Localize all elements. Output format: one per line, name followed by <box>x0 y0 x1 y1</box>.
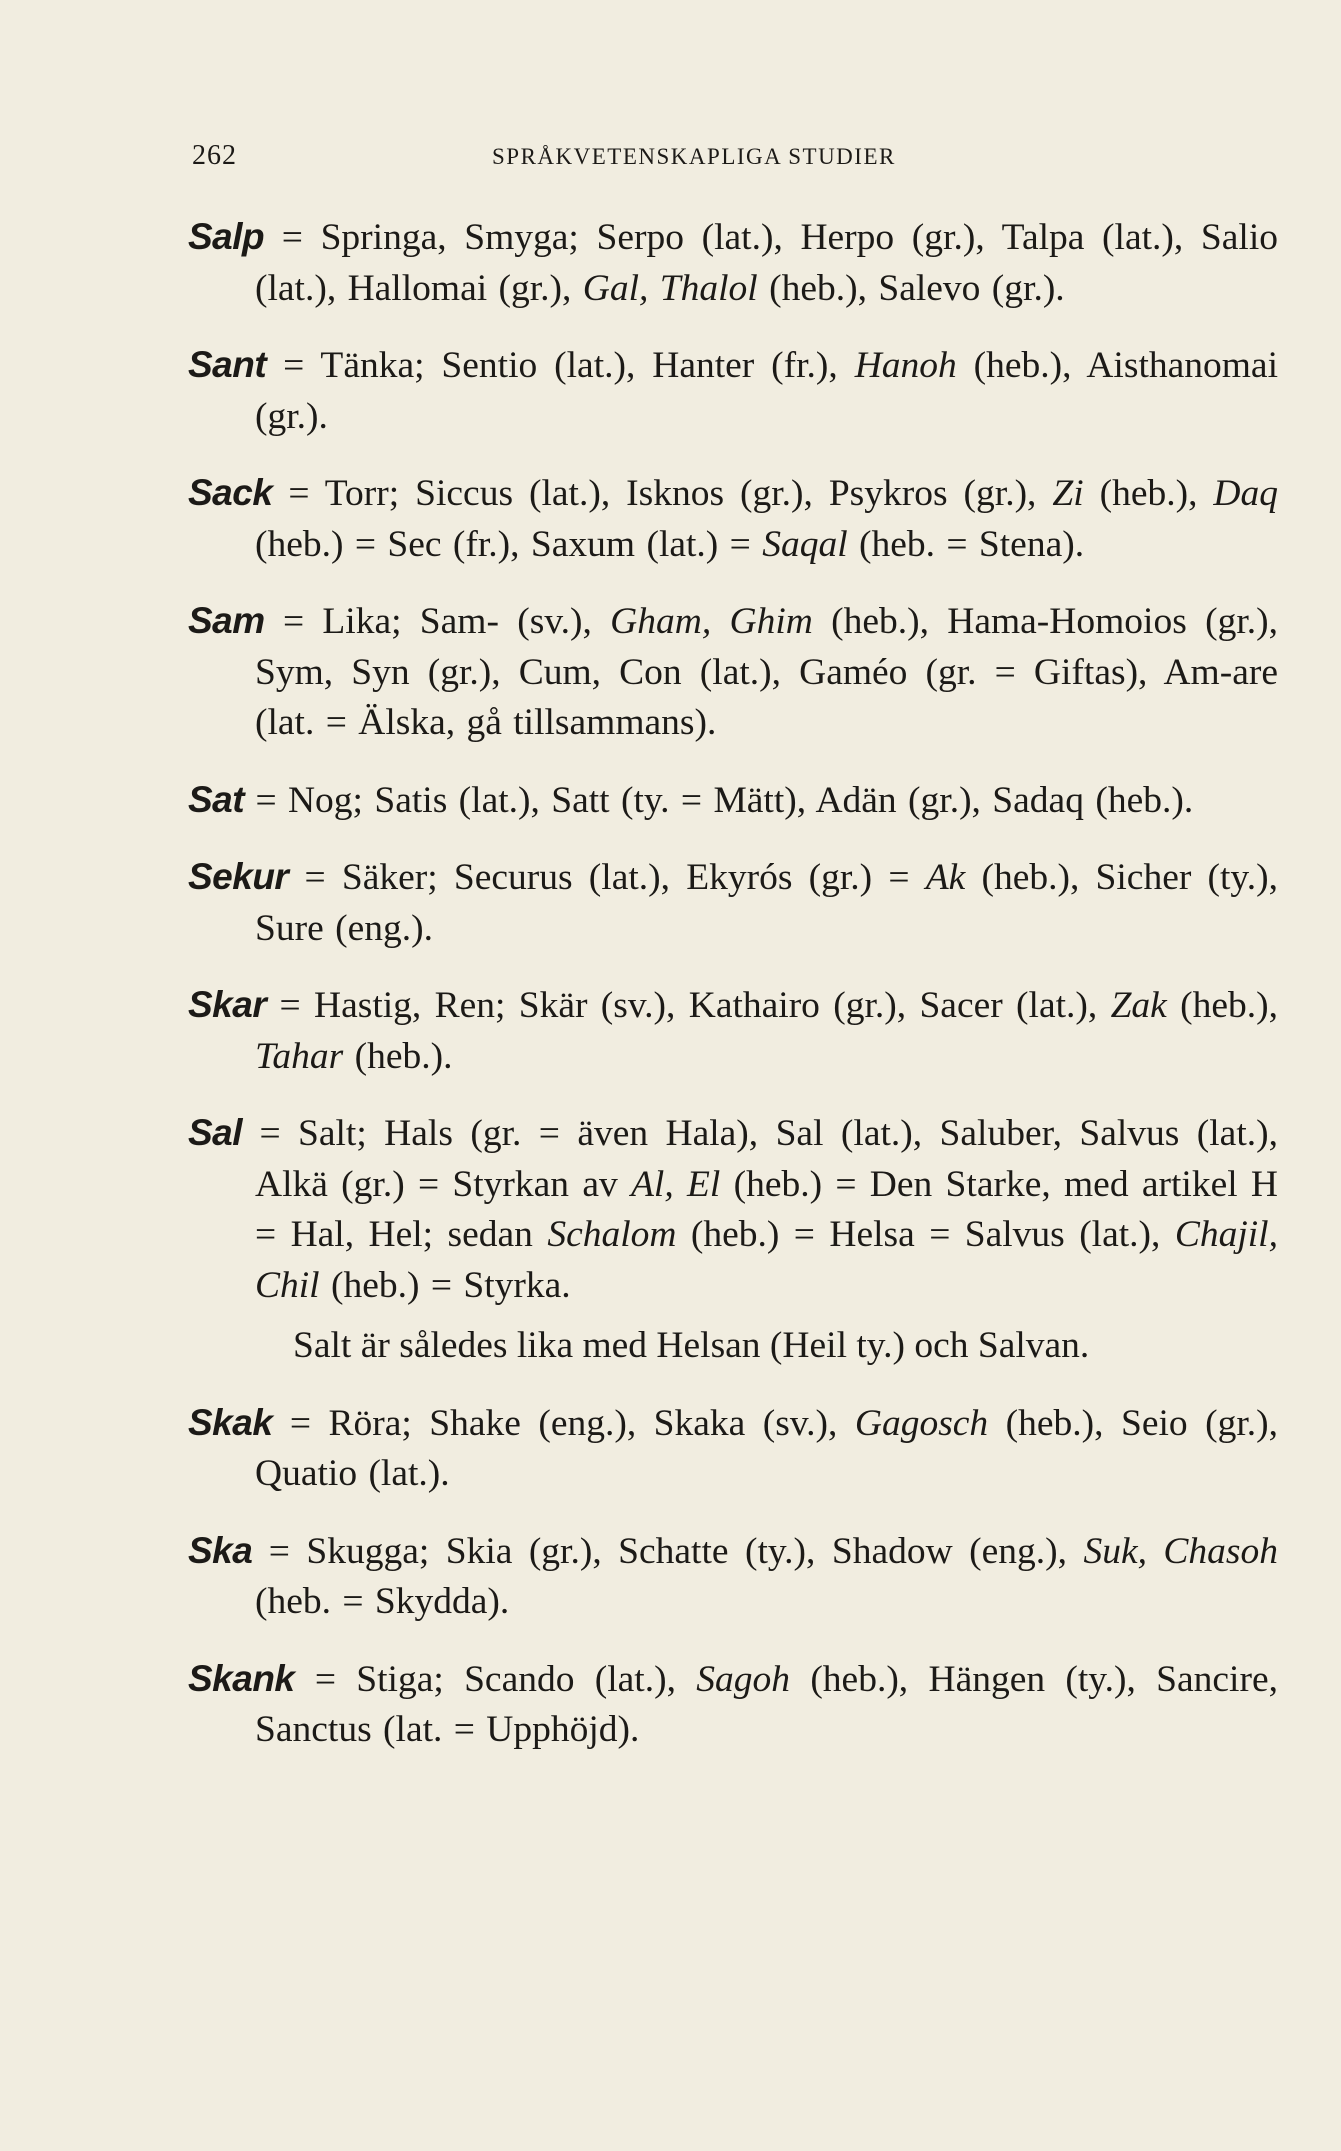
definition-text: = Springa, Smyga; Serpo (lat.), Herpo (gr.), Talpa (lat.), Salio (lat.), Hallomai (gr.), <box>255 217 1278 309</box>
hebrew-term: Zi <box>1052 473 1084 514</box>
headword: Skak <box>188 1401 273 1443</box>
dictionary-entry <box>188 775 1278 827</box>
definition-text: (heb. = Stena). <box>847 523 1085 565</box>
definition-text: (heb.) = Helsa = Salvus (lat.), <box>676 1214 1175 1255</box>
definition-text: = Lika; Sam- (sv.), <box>264 601 611 642</box>
hebrew-term: Chajil, Chil <box>255 1214 1278 1306</box>
definition-text: (heb.), <box>1083 473 1214 514</box>
headword: Sam <box>188 600 265 641</box>
definition-text: (heb.), Aisthanomai (gr.). <box>255 345 1278 437</box>
dictionary-entries <box>188 212 1278 1782</box>
headword: Skank <box>188 1657 295 1699</box>
hebrew-term: Hanoh <box>854 345 957 386</box>
headword: Skar <box>188 984 267 1025</box>
dictionary-entry <box>188 852 1278 954</box>
definition-text: = Tänka; Sentio (lat.), Hanter (fr.), <box>266 345 855 386</box>
dictionary-entry <box>188 1398 1278 1500</box>
hebrew-term: Gham, Ghim <box>610 601 813 642</box>
definition-text: (heb. = Skydda). <box>255 1581 510 1622</box>
page-header <box>192 140 972 180</box>
headword: Sack <box>188 472 273 513</box>
headword: Sat <box>188 778 245 820</box>
headword: Sekur <box>188 856 289 897</box>
definition-text: = Stiga; Scando (lat.), <box>294 1658 697 1700</box>
hebrew-term: Ak <box>925 857 966 898</box>
running-head: SPRÅKVETENSKAPLIGA STUDIER <box>492 144 896 169</box>
hebrew-term: Tahar <box>255 1035 344 1077</box>
entry-note: Salt är således lika med Helsan (Heil ty.) och Salvan. <box>293 1325 1090 1366</box>
dictionary-entry <box>188 468 1278 570</box>
dictionary-entry <box>188 1108 1278 1311</box>
definition-text: (heb.), <box>1166 985 1278 1026</box>
definition-text: = Säker; Securus (lat.), Ekyrós (gr.) = <box>288 857 926 898</box>
definition-text: (heb.) = Den Starke, med artikel H = Hal, Hel; sedan <box>255 1163 1278 1255</box>
definition-text: (heb.). <box>343 1035 453 1077</box>
page-number: 262 <box>192 140 237 171</box>
definition-text: (heb.), Hängen (ty.), Sancire, Sanctus (lat. = Upphöjd). <box>255 1658 1278 1750</box>
definition-text: = Hastig, Ren; Skär (sv.), Kathairo (gr.), Sacer (lat.), <box>266 985 1111 1026</box>
hebrew-term: Zak <box>1110 985 1167 1026</box>
hebrew-term: Suk, Chasoh <box>1083 1530 1278 1572</box>
dictionary-entry <box>188 212 1278 314</box>
headword: Sal <box>188 1112 243 1153</box>
headword: Ska <box>188 1529 253 1571</box>
hebrew-term: Al, El <box>631 1163 721 1205</box>
hebrew-term: Schalom <box>547 1214 677 1255</box>
definition-text: (heb.), Seio (gr.), Quatio (lat.). <box>255 1402 1278 1494</box>
hebrew-term: Daq <box>1213 473 1278 514</box>
definition-text: (heb.), Salevo (gr.). <box>757 267 1065 309</box>
definition-text: = Skugga; Skia (gr.), Schatte (ty.), Shadow (eng.), <box>252 1530 1084 1572</box>
dictionary-entry <box>188 596 1278 749</box>
hebrew-term: Saqal <box>762 523 848 565</box>
definition-text: = Nog; Satis (lat.), Satt (ty. = Mätt), Adän (gr.), Sadaq (heb.). <box>244 779 1194 821</box>
definition-text: (heb.) = Styrka. <box>319 1264 571 1306</box>
definition-text: = Röra; Shake (eng.), Skaka (sv.), <box>272 1402 855 1444</box>
dictionary-entry <box>188 1526 1278 1628</box>
definition-text: (heb.), Sicher (ty.), Sure (eng.). <box>255 857 1278 949</box>
hebrew-term: Gal, Thalol <box>582 267 758 309</box>
definition-text: = Torr; Siccus (lat.), Isknos (gr.), Psykros (gr.), <box>272 473 1053 514</box>
hebrew-term: Gagosch <box>854 1402 989 1444</box>
headword: Sant <box>188 344 267 385</box>
definition-text: = Salt; Hals (gr. = även Hala), Sal (lat.), Saluber, Salvus (lat.), Alkä (gr.) = Styrkan av <box>242 1113 1278 1205</box>
dictionary-entry <box>188 1654 1278 1756</box>
hebrew-term: Sagoh <box>696 1658 791 1700</box>
definition-text: (heb.) = Sec (fr.), Saxum (lat.) = <box>255 523 763 565</box>
definition-text: (heb.), Hama-Homoios (gr.), Sym, Syn (gr.), Cum, Con (lat.), Gaméo (gr. = Giftas), Am-are (lat. = Älska, gå tillsammans). <box>255 601 1278 743</box>
dictionary-entry <box>188 980 1278 1082</box>
headword: Salp <box>188 216 265 257</box>
dictionary-entry <box>188 340 1278 442</box>
